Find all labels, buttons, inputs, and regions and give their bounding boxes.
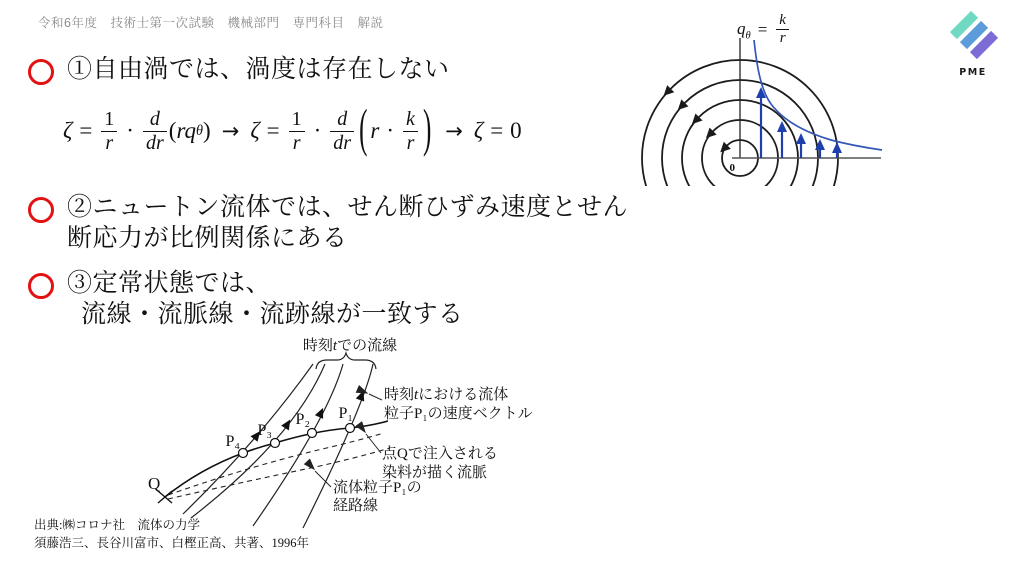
q-var: $q_\theta$ [737, 18, 751, 41]
pme-logo-icon [945, 8, 1001, 62]
point-q-label: Q [148, 474, 161, 493]
bullet-2-text: ②ニュートン流体では、せん断ひずみ速度とせん 断応力が比例関係にある [67, 194, 629, 252]
velocity-vectors [756, 87, 842, 158]
logo-text: PME [959, 67, 987, 78]
bullet-3 [28, 268, 464, 330]
red-circle-marker [28, 197, 54, 223]
implies-arrow: → [221, 119, 240, 143]
streamline-label: 時刻tでの流線 [302, 338, 398, 354]
pme-logo [942, 8, 1004, 78]
flowline-diagram [88, 336, 558, 536]
d-over-dr: $\frac{d}{dr}$ [143, 108, 167, 155]
point-p4-label: P₄ [225, 433, 240, 450]
point-p3-label: P₃ [257, 422, 272, 439]
bullet-3-text: ③定常状態では、 流線・流脈線・流跡線が一致する [67, 270, 464, 328]
red-circle-marker [28, 59, 54, 85]
citation-line1: 出典:㈱コロナ社 流体の力学 [34, 518, 200, 532]
zeta: ζ [250, 118, 260, 143]
bullet-2 [28, 192, 628, 254]
free-vortex-diagram [628, 38, 884, 186]
streamline-brace [316, 353, 376, 369]
point-p2-label: P₂ [295, 411, 310, 428]
velocity-label-line2: 粒子P₁の速度ベクトル [384, 406, 533, 422]
bullet-1-text: ①自由渦では、渦度は存在しない [67, 56, 450, 83]
k-over-r-fraction: $\frac{k}{r}$ [776, 12, 789, 48]
big-paren-open: ( [359, 101, 368, 159]
streak-label-line1: 点Qで注入される [382, 446, 498, 462]
zeta: ζ [473, 118, 484, 143]
big-paren-close: ) [422, 101, 432, 159]
bullet-1 [28, 54, 450, 85]
citation [34, 516, 309, 552]
equals-sign: = [757, 19, 768, 39]
implies-arrow: → [445, 119, 463, 143]
slide-header: 令和6年度 技術士第一次試験 機械部門 専門科目 解説 [38, 16, 384, 30]
d-over-dr: $\frac{d}{dr}$ [330, 108, 354, 155]
velocity-profile-curve [754, 40, 882, 150]
red-circle-marker [28, 273, 54, 299]
point-p1-label: P₁ [338, 405, 353, 422]
zeta: ζ [63, 118, 73, 143]
path-label-line2: 経路線 [333, 498, 379, 514]
k-over-r: $\frac{k}{r}$ [403, 108, 418, 155]
vorticity-formula: ζ = $\frac{1}{r}$ · $\frac{d}{dr}$ ( rq θ ) → ζ = $\frac{1}{r}$ · $\frac{d}{dr}$ ( r · $\frac{k}{r}$ ) → ζ = 0 [63, 96, 522, 166]
vortex-origin-label: 0 [729, 162, 735, 174]
path-label-line1: 流体粒子P₁の [333, 480, 422, 496]
streak-label-line2: 染料が描く流脈 [382, 465, 488, 481]
one-over-r: $\frac{1}{r}$ [101, 108, 117, 155]
citation-line2: 須藤浩三、長谷川富市、白樫正高、共著、1996年 [34, 536, 310, 550]
velocity-label-line1: 時刻tにおける流体 [384, 387, 509, 403]
one-over-r: $\frac{1}{r}$ [289, 108, 305, 155]
